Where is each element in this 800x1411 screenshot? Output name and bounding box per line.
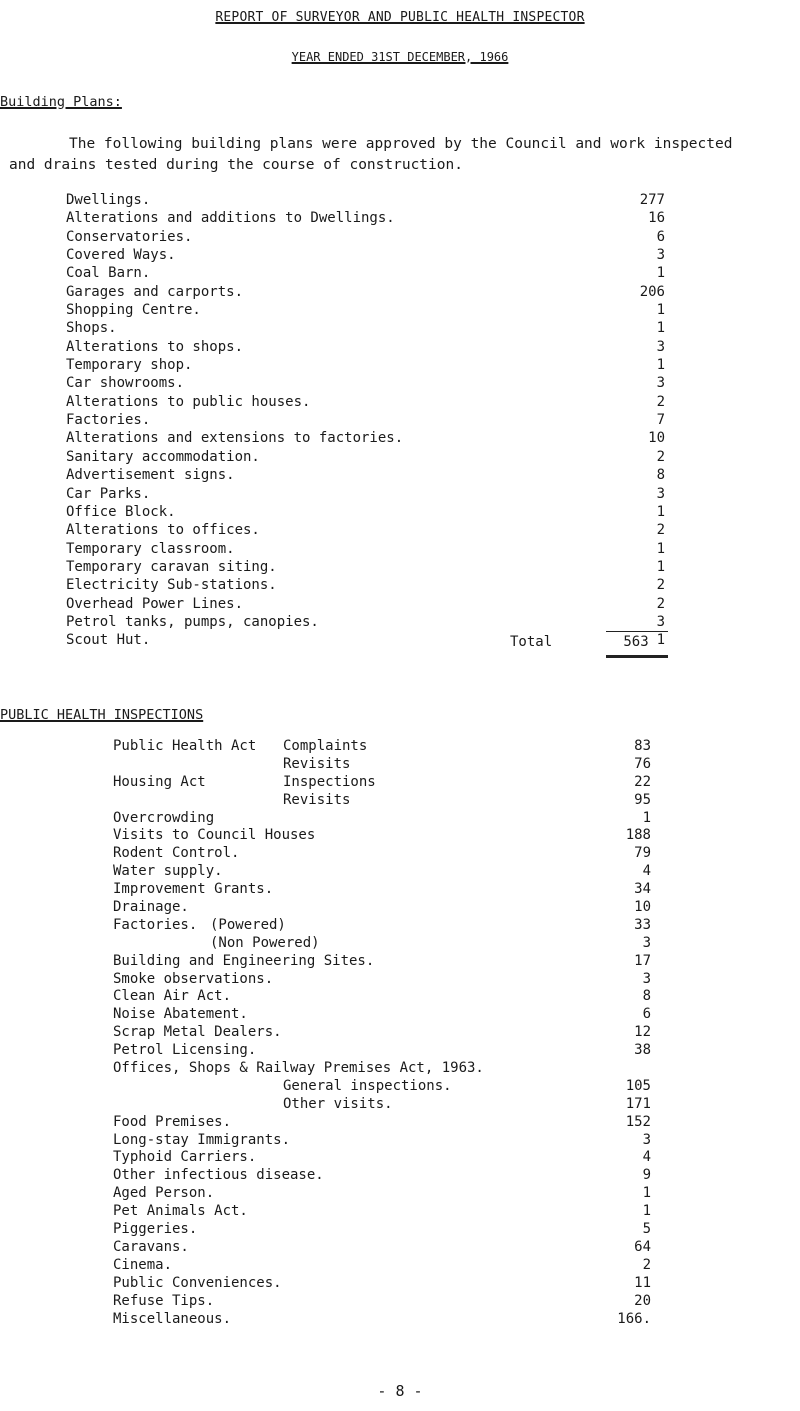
plan-label: Covered Ways. [66,247,176,264]
plan-label: Alterations and additions to Dwellings. [66,210,395,227]
plan-value: 3 [656,485,665,502]
plan-value: 10 [648,430,665,447]
plan-label: Office Block. [66,503,176,520]
report-subtitle-text: YEAR ENDED 31ST DECEMBER, 1966 [291,50,509,64]
plan-label: Scout Hut. [66,632,151,649]
plan-value: 8 [656,467,665,484]
plan-value: 2 [656,522,665,539]
report-title-text: REPORT OF SURVEYOR AND PUBLIC HEALTH INSPECTOR [215,10,585,25]
plan-row [66,429,666,447]
plan-row [66,466,666,484]
inspection-category: Clean Air Act. [113,988,232,1005]
plan-label: Conservatories. [66,228,193,245]
plan-value: 2 [656,393,665,410]
inspection-value: 10 [634,899,651,916]
inspection-subcategory: (Non Powered) [210,934,320,951]
inspection-category: Public Health Act [113,738,257,754]
plan-value: 3 [656,375,665,392]
plan-label: Alterations to shops. [66,338,244,355]
plan-row [66,613,666,631]
inspection-subcategory: Revisits [283,755,351,772]
inspection-row [113,971,713,989]
inspection-value: 171 [625,1095,651,1112]
inspection-subcategory: Inspections [283,773,376,790]
inspection-value: 64 [634,1238,651,1255]
inspections-heading [0,707,203,723]
inspection-category: Drainage. [113,899,189,916]
plan-value: 7 [656,412,665,429]
plan-row [66,393,666,411]
plan-row [66,264,666,282]
inspection-category: Factories. [113,916,198,933]
inspection-row [113,1060,713,1078]
inspection-row [113,1149,713,1167]
plan-row [66,319,666,337]
inspection-value: 5 [642,1221,651,1238]
inspection-category: Building and Engineering Sites. [113,952,375,969]
plan-row [66,283,666,301]
inspection-category: Pet Animals Act. [113,1203,248,1220]
inspection-row [113,1132,713,1150]
inspection-subcategory: (Powered) [210,916,286,933]
plan-row [66,448,666,466]
inspection-value: 95 [634,791,651,808]
inspection-category: Caravans. [113,1238,189,1255]
plan-value: 3 [656,613,665,630]
inspection-value: 83 [634,738,651,754]
inspection-category: Scrap Metal Dealers. [113,1024,282,1041]
inspection-row [113,1042,713,1060]
inspection-category: Refuse Tips. [113,1292,215,1309]
plan-label: Alterations to offices. [66,522,260,539]
plan-value: 1 [656,540,665,557]
inspection-row [113,1203,713,1221]
plan-value: 16 [648,210,665,227]
plan-value: 1 [656,632,665,649]
inspections-list [113,738,713,1328]
inspection-value: 2 [642,1256,651,1273]
inspection-category: Noise Abatement. [113,1006,248,1023]
inspection-value: 79 [634,845,651,862]
inspection-row [113,1239,713,1257]
plan-label: Temporary caravan siting. [66,558,277,575]
inspection-category: Other infectious disease. [113,1167,324,1184]
inspection-value: 11 [634,1274,651,1291]
inspection-row [113,845,713,863]
inspection-subcategory: Other visits. [283,1095,393,1112]
plan-row [66,521,666,539]
inspection-row [113,1167,713,1185]
plan-value: 1 [656,357,665,374]
total-label: Total [510,634,553,650]
plan-label: Temporary classroom. [66,540,235,557]
plan-value: 1 [656,558,665,575]
inspection-value: 1 [642,1185,651,1202]
inspection-category: Rodent Control. [113,845,240,862]
plan-value: 2 [656,577,665,594]
inspection-value: 1 [642,809,651,826]
inspection-value: 9 [642,1167,651,1184]
inspection-value: 3 [642,970,651,987]
inspection-value: 3 [642,1131,651,1148]
plan-value: 1 [656,265,665,282]
inspection-row [113,1114,713,1132]
plan-value: 277 [639,192,665,208]
plan-row [66,558,666,576]
inspection-row [113,1293,713,1311]
plan-value: 1 [656,320,665,337]
plan-row [66,228,666,246]
inspection-category: Offices, Shops & Railway Premises Act, 1963. [113,1060,484,1077]
inspection-category: Typhoid Carriers. [113,1149,257,1166]
inspection-row [113,810,713,828]
inspection-value: 105 [625,1077,651,1094]
inspection-value: 152 [625,1113,651,1130]
total-value: 563 [623,634,649,650]
plan-row [66,595,666,613]
plan-label: Shops. [66,320,117,337]
plan-value: 6 [656,228,665,245]
total-row [0,634,800,656]
plan-row [66,191,666,209]
plan-value: 2 [656,448,665,465]
inspection-value: 33 [634,916,651,933]
inspection-row [113,1185,713,1203]
inspections-heading-text: PUBLIC HEALTH INSPECTIONS [0,707,204,723]
plan-value: 2 [656,595,665,612]
inspection-row [113,792,713,810]
plan-label: Coal Barn. [66,265,151,282]
inspection-value: 1 [642,1203,651,1220]
plan-label: Temporary shop. [66,357,193,374]
inspection-row [113,1221,713,1239]
plan-label: Alterations to public houses. [66,393,311,410]
inspection-category: Petrol Licensing. [113,1042,257,1059]
inspection-row [113,988,713,1006]
inspection-value: 4 [642,1149,651,1166]
inspection-row [113,1257,713,1275]
inspection-value: 4 [642,863,651,880]
report-title [0,10,800,25]
inspection-category: Piggeries. [113,1221,198,1238]
inspection-category: Food Premises. [113,1113,232,1130]
inspection-value: 76 [634,755,651,772]
inspection-row [113,1275,713,1293]
inspection-category: Overcrowding [113,809,215,826]
plan-row [66,301,666,319]
building-plans-heading-text: Building Plans: [0,94,122,110]
inspection-row [113,1024,713,1042]
plan-row [66,356,666,374]
inspection-value: 188 [625,827,651,844]
inspection-subcategory: Complaints [283,738,368,754]
plan-label: Advertisement signs. [66,467,235,484]
inspection-category: Cinema. [113,1256,173,1273]
plan-row [66,246,666,264]
inspection-category: Housing Act [113,773,206,790]
inspection-category: Water supply. [113,863,223,880]
inspection-row [113,1311,713,1329]
plan-row [66,209,666,227]
inspection-value: 3 [642,934,651,951]
inspection-value: 22 [634,773,651,790]
plan-label: Car showrooms. [66,375,185,392]
inspection-row [113,899,713,917]
inspection-subcategory: Revisits [283,791,351,808]
inspection-value: 12 [634,1024,651,1041]
plan-label: Alterations and extensions to factories. [66,430,404,447]
plan-label: Sanitary accommodation. [66,448,260,465]
total-bottom-rule [606,655,668,658]
inspection-category: Public Conveniences. [113,1274,282,1291]
inspection-subcategory: General inspections. [283,1077,452,1094]
plan-label: Dwellings. [66,192,151,208]
inspection-value: 20 [634,1292,651,1309]
plan-value: 1 [656,302,665,319]
inspection-category: Visits to Council Houses [113,827,316,844]
inspection-category: Miscellaneous. [113,1310,232,1327]
inspection-row [113,917,713,935]
inspection-row [113,863,713,881]
plan-value: 3 [656,338,665,355]
inspection-row [113,1006,713,1024]
inspection-value: 17 [634,952,651,969]
page-number: - 8 - [377,1382,423,1400]
plan-row [66,485,666,503]
inspection-value: 38 [634,1042,651,1059]
plan-value: 1 [656,503,665,520]
inspection-row [113,881,713,899]
plan-label: Car Parks. [66,485,151,502]
plan-label: Electricity Sub-stations. [66,577,277,594]
plan-row [66,540,666,558]
inspection-row [113,756,713,774]
inspection-row [113,774,713,792]
inspection-value: 166. [617,1310,651,1327]
plan-label: Overhead Power Lines. [66,595,244,612]
plan-row [66,338,666,356]
intro-line-2: and drains tested during the course of construction. [9,157,463,173]
inspection-row [113,1096,713,1114]
plan-label: Factories. [66,412,151,429]
building-plans-heading [0,94,122,110]
intro-line-1: The following building plans were approved by the Council and work inspected [69,136,733,152]
plan-row [66,503,666,521]
inspection-value: 6 [642,1006,651,1023]
inspection-row [113,738,713,756]
inspection-category: Aged Person. [113,1185,215,1202]
plan-row [66,411,666,429]
inspection-row [113,827,713,845]
inspection-value: 34 [634,881,651,898]
plan-value: 206 [639,283,665,300]
plan-value: 3 [656,247,665,264]
inspection-row [113,1078,713,1096]
building-plans-list [66,191,666,650]
inspection-value: 8 [642,988,651,1005]
building-plans-intro [9,134,794,176]
inspection-category: Long-stay Immigrants. [113,1131,291,1148]
inspection-row [113,953,713,971]
inspection-category: Smoke observations. [113,970,274,987]
inspection-category: Improvement Grants. [113,881,274,898]
plan-label: Shopping Centre. [66,302,201,319]
total-top-rule [606,631,668,632]
plan-label: Garages and carports. [66,283,244,300]
inspection-row [113,935,713,953]
plan-label: Petrol tanks, pumps, canopies. [66,613,319,630]
report-subtitle [0,50,800,64]
plan-row [66,374,666,392]
plan-row [66,576,666,594]
